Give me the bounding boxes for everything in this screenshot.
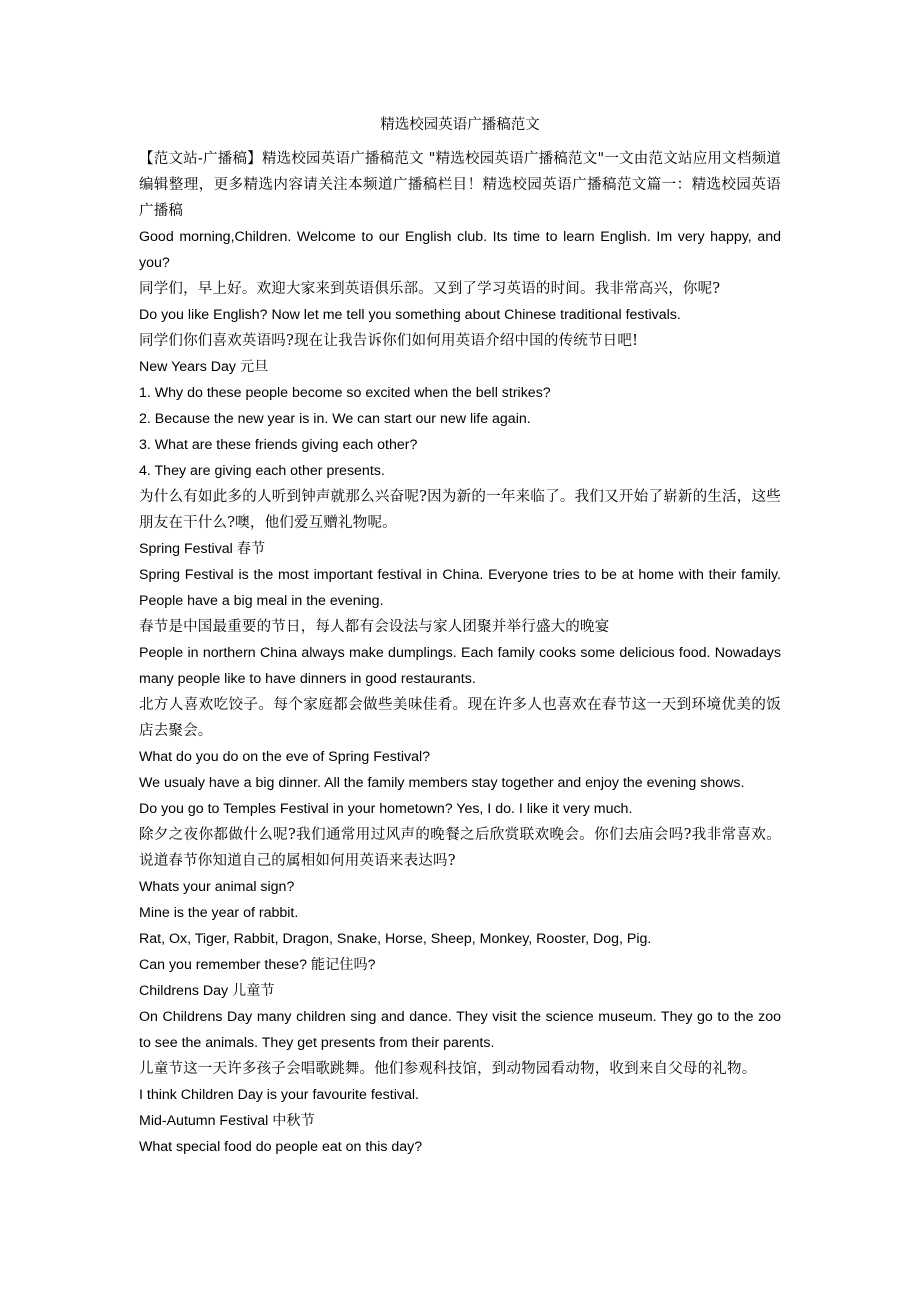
paragraph: 除夕之夜你都做什么呢?我们通常用过风声的晚餐之后欣赏联欢晚会。你们去庙会吗?我非常喜欢。说道春节你知道自己的属相如何用英语来表达吗? xyxy=(139,827,781,869)
paragraph: 儿童节这一天许多孩子会唱歌跳舞。他们参观科技馆，到动物园看动物，收到来自父母的礼物。 xyxy=(139,1061,757,1077)
paragraph: Do you like English? Now let me tell you something about Chinese traditional festivals. xyxy=(139,307,681,323)
paragraph: 【范文站-广播稿】精选校园英语广播稿范文 "精选校园英语广播稿范文"一文由范文站应用文档频道编辑整理，更多精选内容请关注本频道广播稿栏目！精选校园英语广播稿范文篇一：精选校园英语广播稿 xyxy=(139,151,781,219)
document-body xyxy=(139,146,781,1160)
paragraph: Mine is the year of rabbit. xyxy=(139,905,299,921)
paragraph: 为什么有如此多的人听到钟声就那么兴奋呢?因为新的一年来临了。我们又开始了崭新的生活，这些朋友在干什么?噢，他们爱互赠礼物呢。 xyxy=(139,489,781,531)
paragraph: 同学们，早上好。欢迎大家来到英语俱乐部。又到了学习英语的时间。我非常高兴，你呢? xyxy=(139,281,721,297)
paragraph: On Childrens Day many children sing and dance. They visit the science museum. They go to the zoo to see the animals. They get presents from their parents. xyxy=(139,1009,781,1051)
paragraph: Whats your animal sign? xyxy=(139,879,295,895)
paragraph: 同学们你们喜欢英语吗?现在让我告诉你们如何用英语介绍中国的传统节日吧! xyxy=(139,333,639,349)
paragraph: Rat, Ox, Tiger, Rabbit, Dragon, Snake, Horse, Sheep, Monkey, Rooster, Dog, Pig. xyxy=(139,931,652,947)
paragraph: We usualy have a big dinner. All the family members stay together and enjoy the evening shows. xyxy=(139,775,745,791)
paragraph: Mid-Autumn Festival 中秋节 xyxy=(139,1113,315,1129)
paragraph: 2. Because the new year is in. We can start our new life again. xyxy=(139,411,531,427)
paragraph: 北方人喜欢吃饺子。每个家庭都会做些美味佳肴。现在许多人也喜欢在春节这一天到环境优美的饭店去聚会。 xyxy=(139,697,781,739)
paragraph: 1. Why do these people become so excited when the bell strikes? xyxy=(139,385,551,401)
paragraph: Good morning,Children. Welcome to our English club. Its time to learn English. Im very happy, and you? xyxy=(139,229,781,271)
document-title: 精选校园英语广播稿范文 xyxy=(380,117,540,133)
paragraph: Do you go to Temples Festival in your hometown? Yes, I do. I like it very much. xyxy=(139,801,633,817)
paragraph: Spring Festival 春节 xyxy=(139,541,266,557)
paragraph: What special food do people eat on this day? xyxy=(139,1139,423,1155)
paragraph: Can you remember these? 能记住吗? xyxy=(139,957,376,973)
paragraph: People in northern China always make dumplings. Each family cooks some delicious food. Nowadays many people like to have dinners in good restaurants. xyxy=(139,645,781,687)
paragraph: I think Children Day is your favourite festival. xyxy=(139,1087,419,1103)
document-page xyxy=(139,112,781,1160)
paragraph: Childrens Day 儿童节 xyxy=(139,983,275,999)
paragraph: 3. What are these friends giving each other? xyxy=(139,437,418,453)
paragraph: 春节是中国最重要的节日，每人都有会设法与家人团聚并举行盛大的晚宴 xyxy=(139,619,610,635)
paragraph: Spring Festival is the most important festival in China. Everyone tries to be at home with their family. People have a big meal in the evening. xyxy=(139,567,781,609)
paragraph: New Years Day 元旦 xyxy=(139,359,269,375)
paragraph: 4. They are giving each other presents. xyxy=(139,463,385,479)
paragraph: What do you do on the eve of Spring Festival? xyxy=(139,749,431,765)
